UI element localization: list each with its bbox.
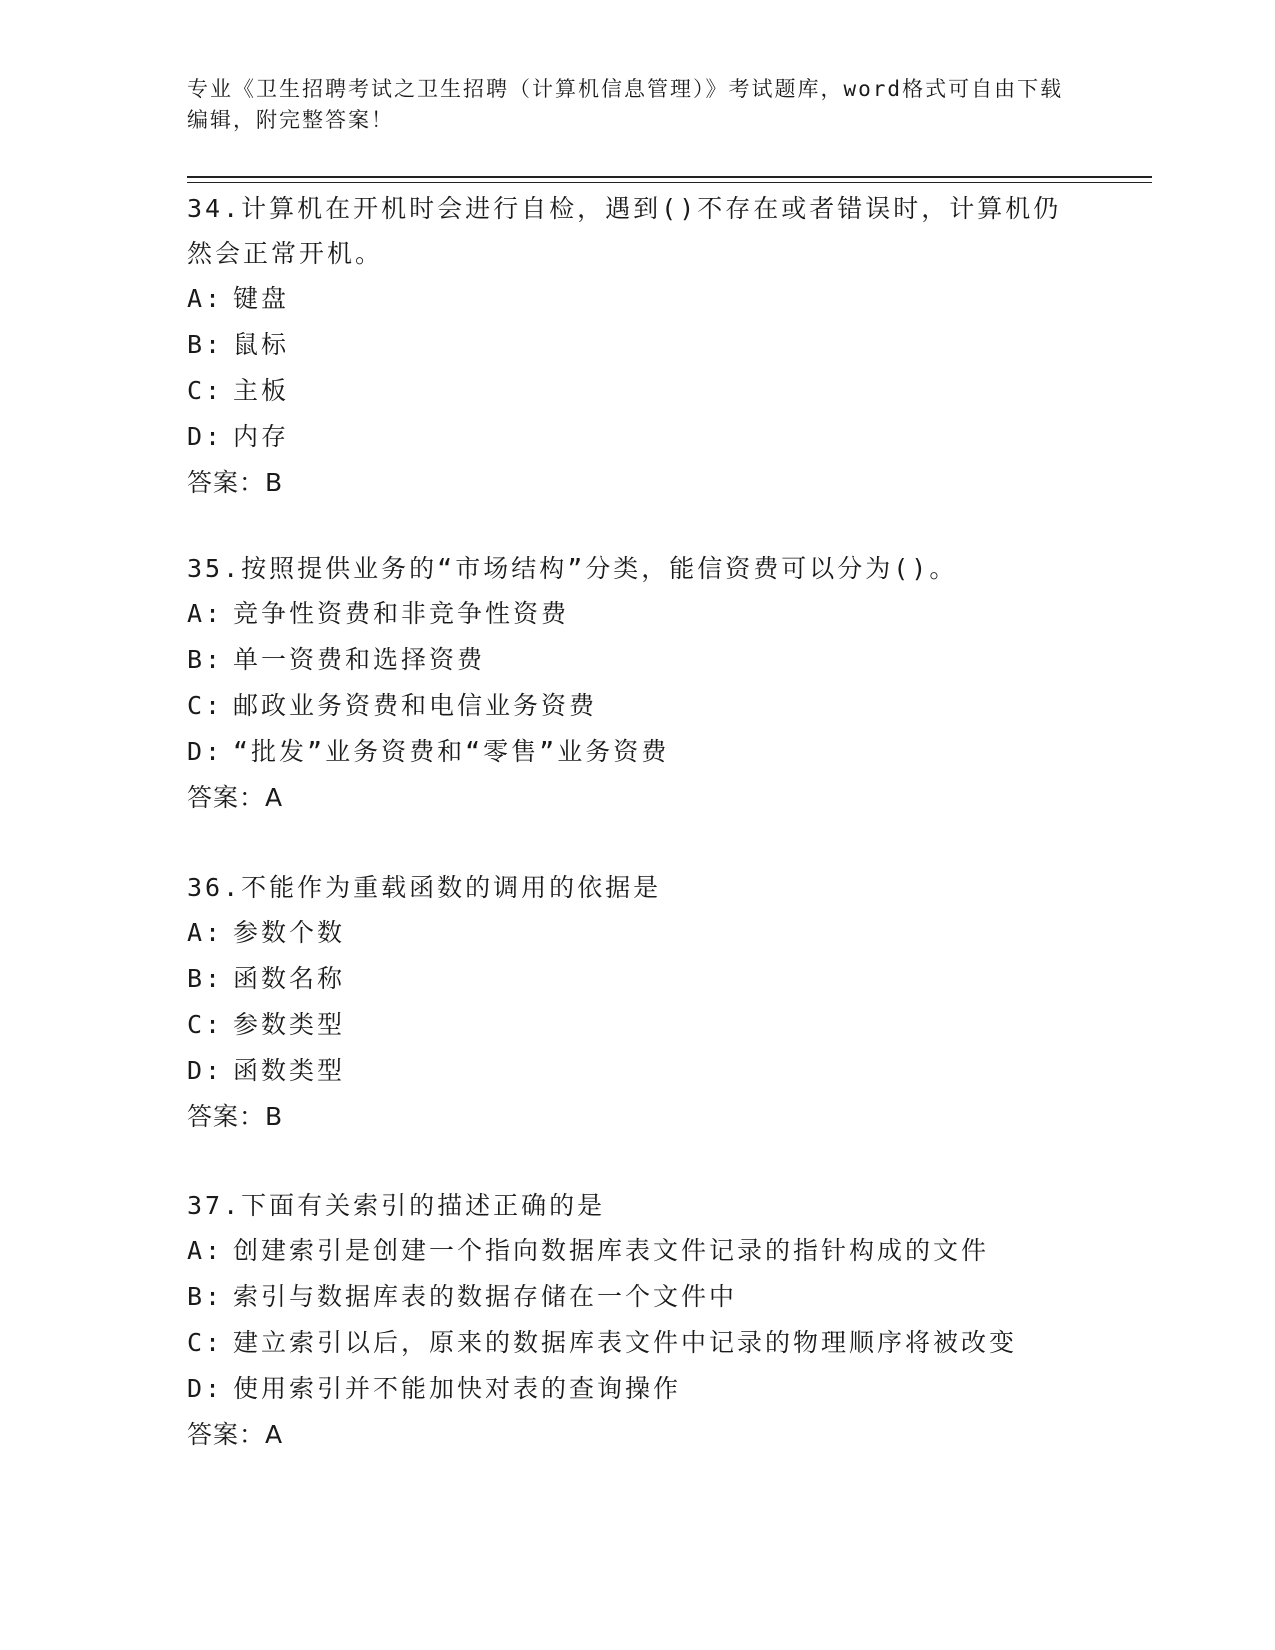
- option-a: [187, 910, 1087, 956]
- option-key: D:: [187, 422, 224, 451]
- option-c: [187, 1002, 1087, 1048]
- option-key: B:: [187, 964, 224, 993]
- option-d: [187, 729, 1087, 775]
- option-text: 参数个数: [233, 918, 346, 947]
- option-key: A:: [187, 1236, 224, 1265]
- option-key: A:: [187, 599, 224, 628]
- option-text: 内存: [233, 422, 290, 451]
- option-text: 创建索引是创建一个指向数据库表文件记录的指针构成的文件: [233, 1236, 990, 1265]
- option-a: [187, 276, 1087, 322]
- header-divider-thin: [187, 182, 1152, 183]
- question-34: [187, 186, 1087, 506]
- option-c: [187, 1320, 1087, 1366]
- option-c: [187, 368, 1087, 414]
- option-key: C:: [187, 1010, 224, 1039]
- option-text: 键盘: [233, 284, 290, 313]
- option-text: 鼠标: [233, 330, 290, 359]
- option-text: “批发”业务资费和“零售”业务资费: [233, 737, 670, 766]
- option-b: [187, 956, 1087, 1002]
- option-text: 单一资费和选择资费: [233, 645, 486, 674]
- question-stem: 36.不能作为重载函数的调用的依据是: [187, 873, 662, 902]
- option-text: 使用索引并不能加快对表的查询操作: [233, 1374, 682, 1403]
- option-d: [187, 1366, 1087, 1412]
- option-key: D:: [187, 1056, 224, 1085]
- option-b: [187, 637, 1087, 683]
- option-a: [187, 591, 1087, 637]
- option-key: C:: [187, 1328, 224, 1357]
- option-text: 函数名称: [233, 964, 346, 993]
- option-key: A:: [187, 918, 224, 947]
- option-key: B:: [187, 330, 224, 359]
- option-key: C:: [187, 691, 224, 720]
- option-text: 函数类型: [233, 1056, 346, 1085]
- question-stem: 35.按照提供业务的“市场结构”分类，能信资费可以分为()。: [187, 554, 958, 583]
- option-key: B:: [187, 645, 224, 674]
- answer-line: 答案：B: [187, 468, 284, 497]
- question-stem: 37.下面有关索引的描述正确的是: [187, 1191, 606, 1220]
- question-36: [187, 865, 1087, 1140]
- question-stem: 34.计算机在开机时会进行自检，遇到()不存在或者错误时，计算机仍然会正常开机。: [187, 194, 1062, 268]
- option-text: 邮政业务资费和电信业务资费: [233, 691, 598, 720]
- option-c: [187, 683, 1087, 729]
- option-d: [187, 414, 1087, 460]
- answer-line: 答案：A: [187, 1420, 284, 1449]
- answer-line: 答案：B: [187, 1102, 284, 1131]
- option-text: 建立索引以后，原来的数据库表文件中记录的物理顺序将被改变: [233, 1328, 1018, 1357]
- question-35: [187, 546, 1087, 821]
- option-text: 竞争性资费和非竞争性资费: [233, 599, 570, 628]
- option-d: [187, 1048, 1087, 1094]
- option-key: D:: [187, 1374, 224, 1403]
- document-header: 专业《卫生招聘考试之卫生招聘（计算机信息管理）》考试题库，word格式可自由下载编辑，附完整答案！: [187, 77, 1064, 132]
- option-text: 参数类型: [233, 1010, 346, 1039]
- option-key: B:: [187, 1282, 224, 1311]
- option-key: C:: [187, 376, 224, 405]
- option-text: 主板: [233, 376, 290, 405]
- question-37: [187, 1183, 1087, 1458]
- option-key: D:: [187, 737, 224, 766]
- answer-line: 答案：A: [187, 783, 284, 812]
- option-b: [187, 322, 1087, 368]
- option-text: 索引与数据库表的数据存储在一个文件中: [233, 1282, 738, 1311]
- header-divider-thick: [187, 176, 1152, 178]
- option-key: A:: [187, 284, 224, 313]
- option-a: [187, 1228, 1087, 1274]
- option-b: [187, 1274, 1087, 1320]
